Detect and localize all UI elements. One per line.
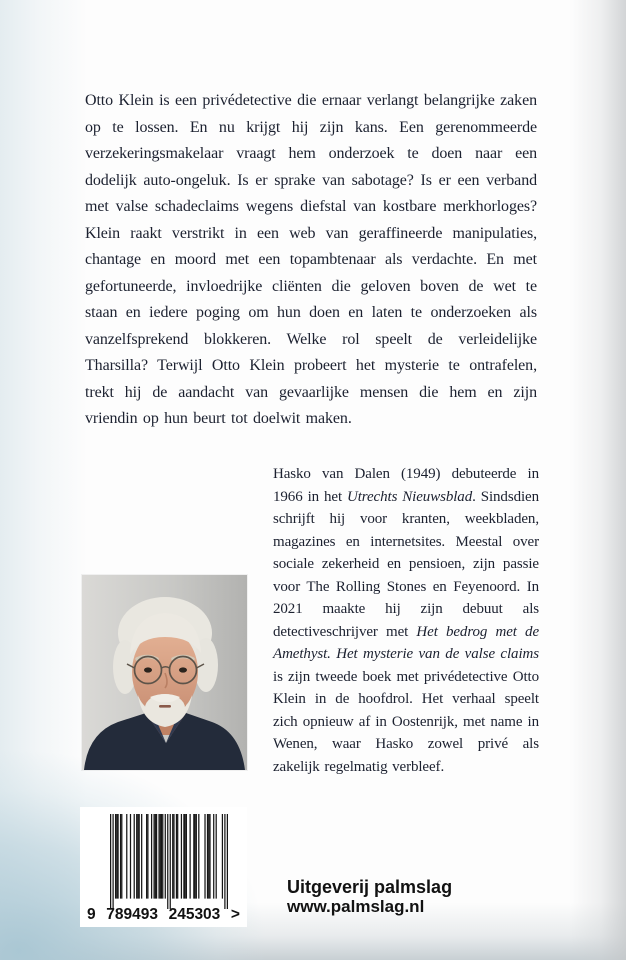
- author-bio-text: Hasko van Dalen (1949) debuteerde in 1966 in het Utrechts Nieuwsblad. Sindsdien schrijft hij voor kranten, weekbladen, magazines en internetsites. Meestal over sociale zekerheid en pensioen, zijn passie voor The Rolling Stones en Feyenoord. In 2021 maakte hij zijn debuut als detectiveschrijver met Het bedrog met de Amethyst. Het mysterie van de valse claims is zijn tweede boek met privédetective Otto Klein in de hoofdrol. Het verhaal speelt zich opnieuw af in Oostenrijk, met name in Wenen, waar Hasko zowel privé als zakelijk regelmatig verbleef.: [273, 466, 539, 775]
- publisher-website: www.palmslag.nl: [287, 897, 425, 916]
- barcode-number: [80, 907, 247, 923]
- author-portrait-icon: [82, 575, 247, 770]
- barcode-digit: 789493: [106, 905, 158, 923]
- barcode: [80, 807, 247, 927]
- blurb-text: Otto Klein is een privédetective die ernaar verlangt belangrijke zaken op te lossen. En nu krijgt hij zijn kans. Een gerenommeerde verzekeringsmakelaar vraagt hem onderzoek te doen naar een dodelijk auto-ongeluk. Is er sprake van sabotage? Is er een verband met valse schadeclaims wegens diefstal van kostbare merkhorloges? Klein raakt verstrikt in een web van geraffineerde manipulaties, chantage en moord met een topambtenaar als verdachte. En met gefortuneerde, invloedrijke cliënten die geloven boven de wet te staan en iedere poging om hun doen en laten te onderzoeken als vanzelfsprekend blokkeren. Welke rol speelt de verleidelijke Tharsilla? Terwijl Otto Klein probeert het mysterie te ontrafelen, trekt hij de aandacht van gevaarlijke mensen die hem en zijn vriendin op hun beurt tot doelwit maken.: [85, 92, 537, 427]
- publisher-name: Uitgeverij palmslag: [287, 877, 453, 897]
- barcode-digit: 245303: [168, 905, 221, 923]
- author-photo: [82, 575, 247, 770]
- barcode-digit: 9: [87, 905, 96, 923]
- publisher-block: [287, 877, 452, 916]
- barcode-bars-icon: [110, 814, 228, 909]
- barcode-digit: >: [230, 905, 240, 923]
